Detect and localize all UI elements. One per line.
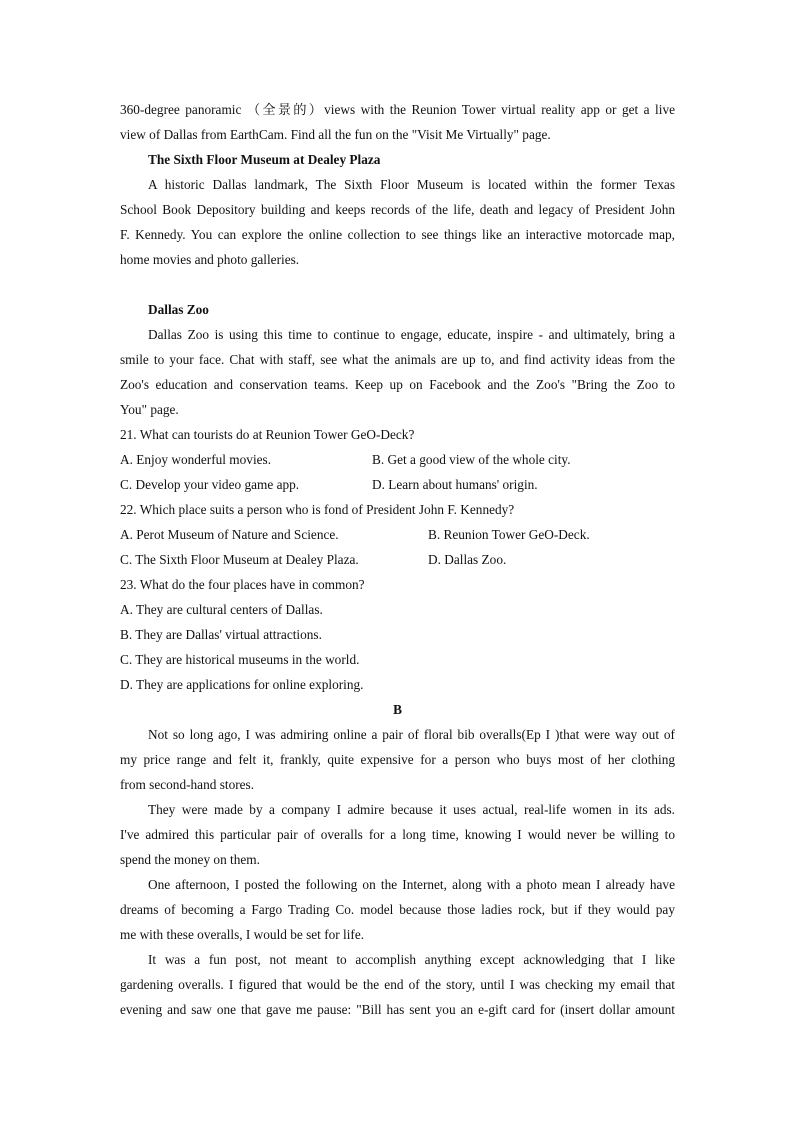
passage-b-p4-line-3: evening and saw one that gave me pause: "Bill has sent you an e-gift card for (insert dollar amount <box>120 1002 675 1017</box>
passage-b-p4-line-1: It was a fun post, not meant to accomplish anything except acknowledging that I like <box>148 952 675 967</box>
zoo-heading: Dallas Zoo <box>148 302 209 317</box>
section-b-heading: B <box>393 702 402 717</box>
zoo-line-3: Zoo's education and conservation teams. Keep up on Facebook and the Zoo's "Bring the Zoo to <box>120 377 675 392</box>
question-21-option-a: A. Enjoy wonderful movies. <box>120 452 272 467</box>
question-21-stem: 21. What can tourists do at Reunion Tower GeO-Deck? <box>120 427 415 442</box>
passage-b-p4-line-2: gardening overalls. I figured that would be the end of the story, until I was checking my email that <box>120 977 675 992</box>
zoo-line-2: smile to your face. Chat with staff, see what the animals are up to, and find activity ideas from the <box>120 352 675 367</box>
museum-line-1: A historic Dallas landmark, The Sixth Floor Museum is located within the former Texas <box>148 177 675 192</box>
question-21-option-b: B. Get a good view of the whole city. <box>372 452 571 467</box>
question-21-option-d: D. Learn about humans' origin. <box>372 477 538 492</box>
question-23-option-a: A. They are cultural centers of Dallas. <box>120 602 323 617</box>
question-23-option-c: C. They are historical museums in the world. <box>120 652 360 667</box>
museum-line-3: F. Kennedy. You can explore the online collection to see things like an interactive motorcade map, <box>120 227 675 242</box>
question-23-option-d: D. They are applications for online exploring. <box>120 677 364 692</box>
question-21-option-c: C. Develop your video game app. <box>120 477 300 492</box>
passage-b-p2-line-1: They were made by a company I admire because it uses actual, real-life women in its ads. <box>148 802 675 817</box>
intro-line-1: 360-degree panoramic （全景的）views with the Reunion Tower virtual reality app or get a live <box>120 102 675 117</box>
passage-b-p3-line-1: One afternoon, I posted the following on the Internet, along with a photo mean I already have <box>148 877 675 892</box>
passage-b-p1-line-3: from second-hand stores. <box>120 777 255 792</box>
question-22-option-c: C. The Sixth Floor Museum at Dealey Plaza. <box>120 552 359 567</box>
passage-b-p2-line-2: I've admired this particular pair of overalls for a long time, knowing I would never be willing to <box>120 827 675 842</box>
zoo-line-4: You" page. <box>120 402 179 417</box>
question-22-option-b: B. Reunion Tower GeO-Deck. <box>428 527 590 542</box>
passage-b-p1-line-1: Not so long ago, I was admiring online a pair of floral bib overalls(Ep I )that were way out of <box>148 727 675 742</box>
passage-b-p1-line-2: my price range and felt it, frankly, quite expensive for a person who buys most of her clothing <box>120 752 675 767</box>
museum-line-4: home movies and photo galleries. <box>120 252 300 267</box>
question-22-option-d: D. Dallas Zoo. <box>428 552 507 567</box>
museum-line-2: School Book Depository building and keeps records of the life, death and legacy of President John <box>120 202 675 217</box>
passage-b-p2-line-3: spend the money on them. <box>120 852 260 867</box>
question-22-option-a: A. Perot Museum of Nature and Science. <box>120 527 339 542</box>
museum-heading: The Sixth Floor Museum at Dealey Plaza <box>148 152 381 167</box>
passage-b-p3-line-3: me with these overalls, I would be set for life. <box>120 927 365 942</box>
intro-line-2: view of Dallas from EarthCam. Find all the fun on the "Visit Me Virtually" page. <box>120 127 551 142</box>
question-23-option-b: B. They are Dallas' virtual attractions. <box>120 627 322 642</box>
question-22-stem: 22. Which place suits a person who is fond of President John F. Kennedy? <box>120 502 515 517</box>
question-23-stem: 23. What do the four places have in common? <box>120 577 365 592</box>
zoo-line-1: Dallas Zoo is using this time to continue to engage, educate, inspire - and ultimately, bring a <box>148 327 675 342</box>
passage-b-p3-line-2: dreams of becoming a Fargo Trading Co. model because those ladies rock, but if they would pay <box>120 902 675 917</box>
